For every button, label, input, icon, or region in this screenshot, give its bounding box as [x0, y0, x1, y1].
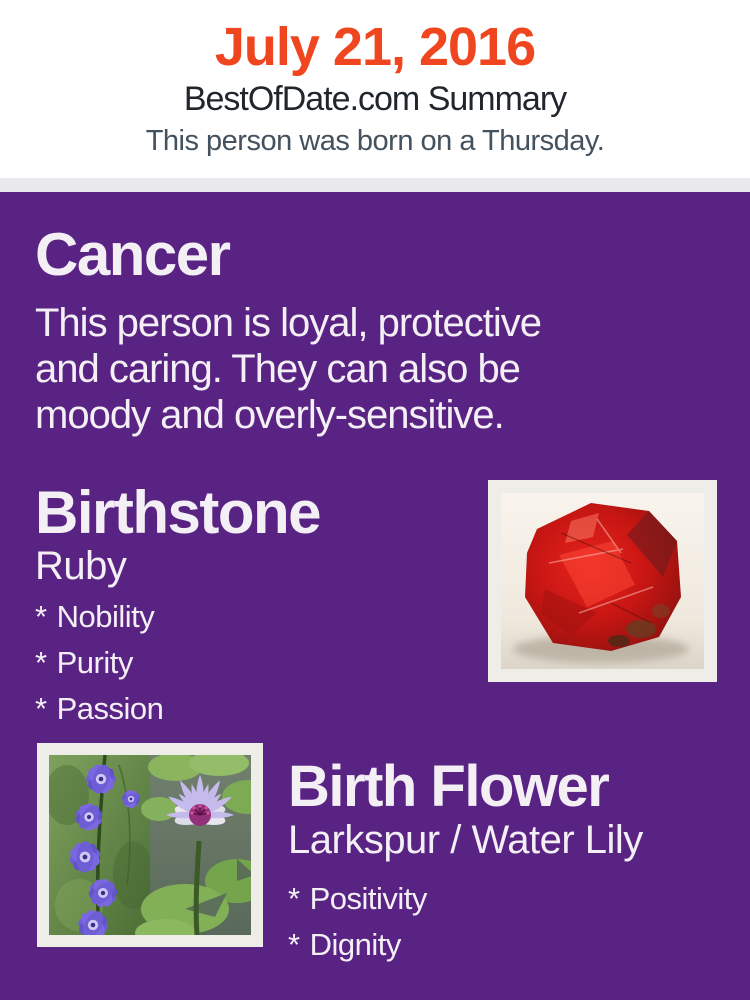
zodiac-section	[35, 221, 715, 438]
trait-item	[288, 882, 715, 916]
bullet-asterisk: *	[35, 645, 47, 680]
ruby-photo	[488, 480, 717, 682]
birth-flower-heading: Birth Flower	[288, 754, 609, 819]
birth-flower-text	[288, 756, 715, 962]
main-content	[0, 192, 750, 1000]
bullet-asterisk: *	[288, 881, 300, 916]
trait-item	[288, 928, 715, 962]
bullet-asterisk: *	[35, 599, 47, 634]
zodiac-description-line: moody and overly-sensitive.	[35, 393, 504, 437]
birthstone-heading: Birthstone	[35, 479, 320, 546]
birth-flower-traits	[288, 882, 715, 962]
site-summary-title: BestOfDate.com Summary	[183, 80, 567, 118]
flower-photo	[37, 743, 263, 947]
trait-item	[35, 692, 715, 726]
zodiac-sign: Cancer	[35, 221, 230, 288]
header	[0, 0, 750, 178]
bullet-asterisk: *	[35, 691, 47, 726]
bullet-asterisk: *	[288, 927, 300, 962]
trait-label: Purity	[56, 645, 133, 680]
zodiac-description-line: This person is loyal, protective	[35, 301, 542, 345]
ruby-photo-graphic	[501, 493, 704, 669]
zodiac-description-line: and caring. They can also be	[35, 347, 520, 391]
trait-label: Dignity	[309, 927, 401, 962]
zodiac-description	[35, 300, 715, 438]
birth-flower-names: Larkspur / Water Lily	[288, 818, 643, 862]
birthstone-name: Ruby	[35, 544, 127, 588]
divider-bar	[0, 178, 750, 192]
trait-label: Nobility	[56, 599, 155, 634]
trait-label: Passion	[56, 691, 164, 726]
weekday-note: This person was born on a Thursday.	[145, 125, 605, 157]
flower-photo-graphic	[49, 755, 251, 935]
date-title: July 21, 2016	[214, 17, 536, 77]
trait-label: Positivity	[309, 881, 427, 916]
